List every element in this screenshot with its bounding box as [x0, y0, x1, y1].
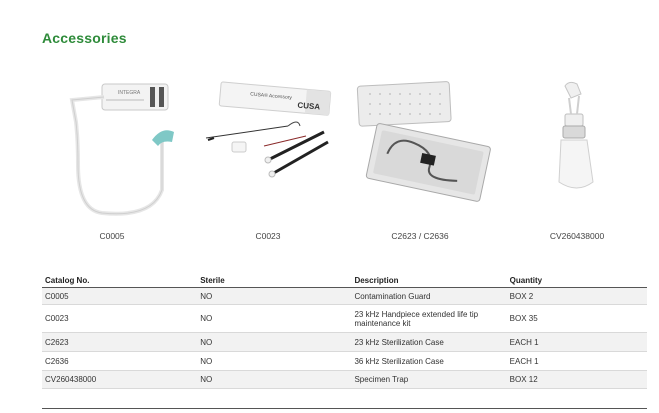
sterile-cell: NO [200, 337, 213, 347]
integra-label: INTEGRA [118, 90, 141, 96]
description-cell: Contamination Guard [354, 291, 431, 301]
accessories-table [42, 273, 647, 389]
description-cell: 36 kHz Sterilization Case [354, 356, 444, 366]
product-code: CV260438000 [549, 231, 605, 241]
description-cell: Specimen Trap [354, 375, 409, 384]
quantity-cell: EACH 1 [509, 337, 539, 347]
product-c0023 [188, 70, 348, 250]
table-row [42, 333, 647, 352]
table-row [42, 352, 647, 371]
sterile-cell: NO [200, 356, 213, 366]
catalog-cell: C0023 [45, 314, 69, 323]
contamination-guard-image [32, 70, 192, 230]
catalog-cell: CV260438000 [45, 375, 97, 384]
product-c0005 [32, 70, 192, 250]
table-row [42, 371, 647, 389]
maintenance-kit-image [188, 70, 348, 230]
table-bottom-rule [42, 408, 647, 409]
sterile-cell: NO [200, 291, 213, 301]
sterile-cell: NO [200, 314, 213, 323]
header-description: Description [354, 275, 399, 285]
sterile-cell: NO [200, 375, 213, 384]
product-code: C0005 [99, 231, 125, 241]
product-c2623-c2636 [340, 70, 500, 250]
product-code: C0023 [255, 231, 281, 241]
header-quantity: Quantity [509, 275, 543, 285]
quantity-cell: BOX 12 [509, 375, 538, 384]
product-code: C2623 / C2636 [391, 231, 449, 241]
table-row [42, 288, 647, 305]
catalog-cell: C0005 [45, 291, 69, 301]
catalog-cell: C2623 [45, 337, 69, 347]
catalog-cell: C2636 [45, 356, 69, 366]
page-title: Accessories [42, 30, 127, 46]
header-sterile: Sterile [200, 275, 225, 285]
product-cv260438000 [497, 70, 657, 250]
description-cell: 23 kHz Handpiece extended life tip maintenance kit [354, 309, 479, 328]
quantity-cell: EACH 1 [509, 356, 539, 366]
sterilization-case-image [340, 70, 500, 230]
description-cell: 23 kHz Sterilization Case [354, 337, 444, 347]
table-row [42, 305, 647, 333]
quantity-cell: BOX 35 [509, 314, 538, 323]
header-catalog-no: Catalog No. [45, 275, 90, 285]
table-header [42, 273, 647, 288]
specimen-trap-image [497, 70, 657, 230]
cusa-label: CUSA [297, 100, 321, 112]
quantity-cell: BOX 2 [509, 291, 534, 301]
svg-text:CUSA® Accessory: CUSA® Accessory [249, 91, 293, 102]
